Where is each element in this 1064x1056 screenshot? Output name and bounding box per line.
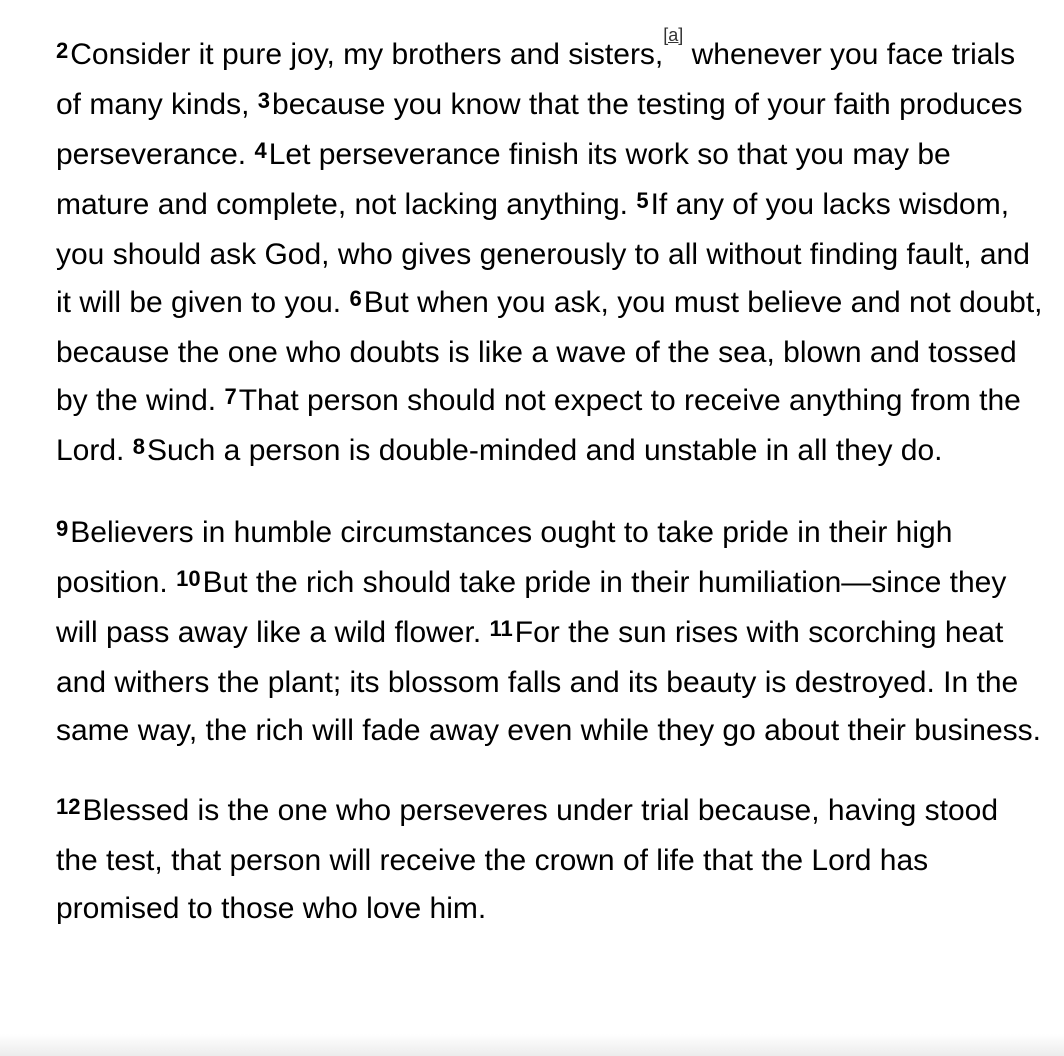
verse-text: If any of you lacks wisdom, you should ask God, who gives generously to all without finding fault, and it will be given to you. — [56, 188, 1030, 319]
passage-text — [56, 23, 1046, 965]
paragraph-3 — [56, 787, 1046, 933]
verse-number: 3 — [257, 88, 271, 113]
bottom-shadow — [0, 1034, 1064, 1056]
verse-number: 12 — [56, 794, 81, 819]
verse-text: Blessed is the one who perseveres under trial because, having stood the test, that person will receive the crown of life that the Lord has promised to those who love him. — [56, 794, 999, 925]
verse-number: 10 — [176, 566, 201, 591]
verse-number: 11 — [489, 616, 513, 641]
verse-text: Consider it pure joy, my brothers and sisters, — [70, 38, 664, 71]
paragraph-1 — [56, 23, 1046, 477]
verse-number: 5 — [636, 188, 649, 213]
verse-number: 8 — [132, 434, 145, 459]
verse-text: For the sun rises with scorching heat and withers the plant; its blossom falls and its beauty is destroyed. In the same way, the rich will fade away even while they go about their business. — [56, 616, 1041, 747]
verse-text: That person should not expect to receive anything from the Lord. — [56, 384, 1021, 467]
verse-text: But the rich should take pride in their humiliation—since they will pass away like a wild flower. — [56, 566, 1007, 649]
verse-text: Believers in humble circumstances ought to take pride in their high position. — [56, 516, 953, 599]
paragraph-2 — [56, 509, 1046, 755]
verse-number: 2 — [56, 38, 69, 63]
verse-text: But when you ask, you must believe and not doubt, because the one who doubts is like a wave of the sea, blown and tossed by the wind. — [56, 286, 1043, 417]
verse-number: 9 — [56, 516, 69, 541]
verse-number: 4 — [254, 138, 267, 163]
verse-number: 6 — [349, 286, 362, 311]
verse-text: because you know that the testing of your faith produces perseverance. — [56, 88, 1023, 171]
footnote-link[interactable]: [a] — [663, 25, 684, 45]
verse-text: Such a person is double-minded and unstable in all they do. — [146, 434, 943, 467]
verse-text: Let perseverance finish its work so that you may be mature and complete, not lacking anything. — [56, 138, 951, 221]
verse-number: 7 — [224, 384, 237, 409]
verse-text: whenever you face trials of many kinds, — [56, 38, 1016, 121]
